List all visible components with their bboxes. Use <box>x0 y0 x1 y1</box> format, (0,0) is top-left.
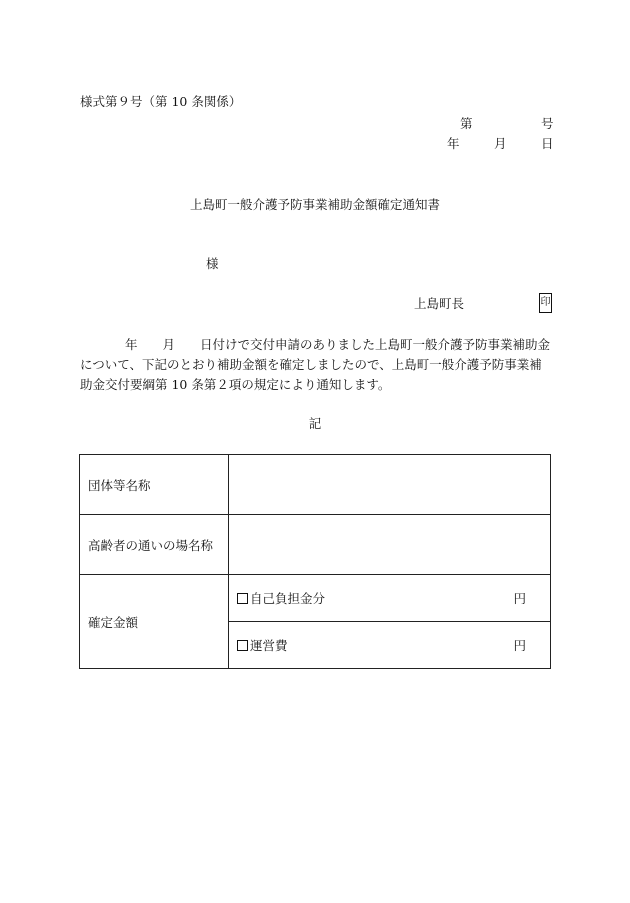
checkbox-icon <box>237 593 248 604</box>
document-title: 上島町一般介護予防事業補助金額確定通知書 <box>189 197 440 212</box>
yen-unit: 円 <box>513 638 526 653</box>
organization-name-value <box>229 455 551 515</box>
document-number-label: 第 <box>460 116 473 131</box>
table-row <box>80 455 551 515</box>
venue-name-value <box>229 515 551 575</box>
body-paragraph <box>80 335 550 395</box>
checkbox-icon <box>237 640 248 651</box>
seal-stamp-box: 印 <box>539 293 552 313</box>
yen-unit: 円 <box>513 591 526 606</box>
document-number-suffix: 号 <box>541 116 554 131</box>
table-row <box>80 515 551 575</box>
self-pay-label: 自己負担金分 <box>250 591 326 606</box>
body-text: 年 月 日付けで交付申請のありました上島町一般介護予防事業補助金について、下記のとおり補助金額を確定しましたので、上島町一般介護予防事業補助金交付要綱第 10 条第２項の規定により通知します。 <box>80 337 551 392</box>
organization-name-label: 団体等名称 <box>80 455 229 515</box>
self-pay-amount-cell <box>229 575 551 622</box>
table-row <box>80 575 551 622</box>
confirmed-amount-label: 確定金額 <box>80 575 229 669</box>
issuer-name: 上島町長 <box>414 296 465 311</box>
date-year-label: 年 <box>447 136 460 151</box>
venue-name-label: 高齢者の通いの場名称 <box>80 515 229 575</box>
operating-cost-amount-cell <box>229 622 551 669</box>
addressee-honorific: 様 <box>206 256 219 271</box>
date-day-label: 日 <box>541 136 554 151</box>
details-table <box>79 454 551 669</box>
ki-heading: 記 <box>308 416 322 431</box>
operating-cost-label: 運営費 <box>250 638 288 653</box>
date-month-label: 月 <box>494 136 507 151</box>
form-number: 様式第９号（第 10 条関係） <box>80 94 242 109</box>
